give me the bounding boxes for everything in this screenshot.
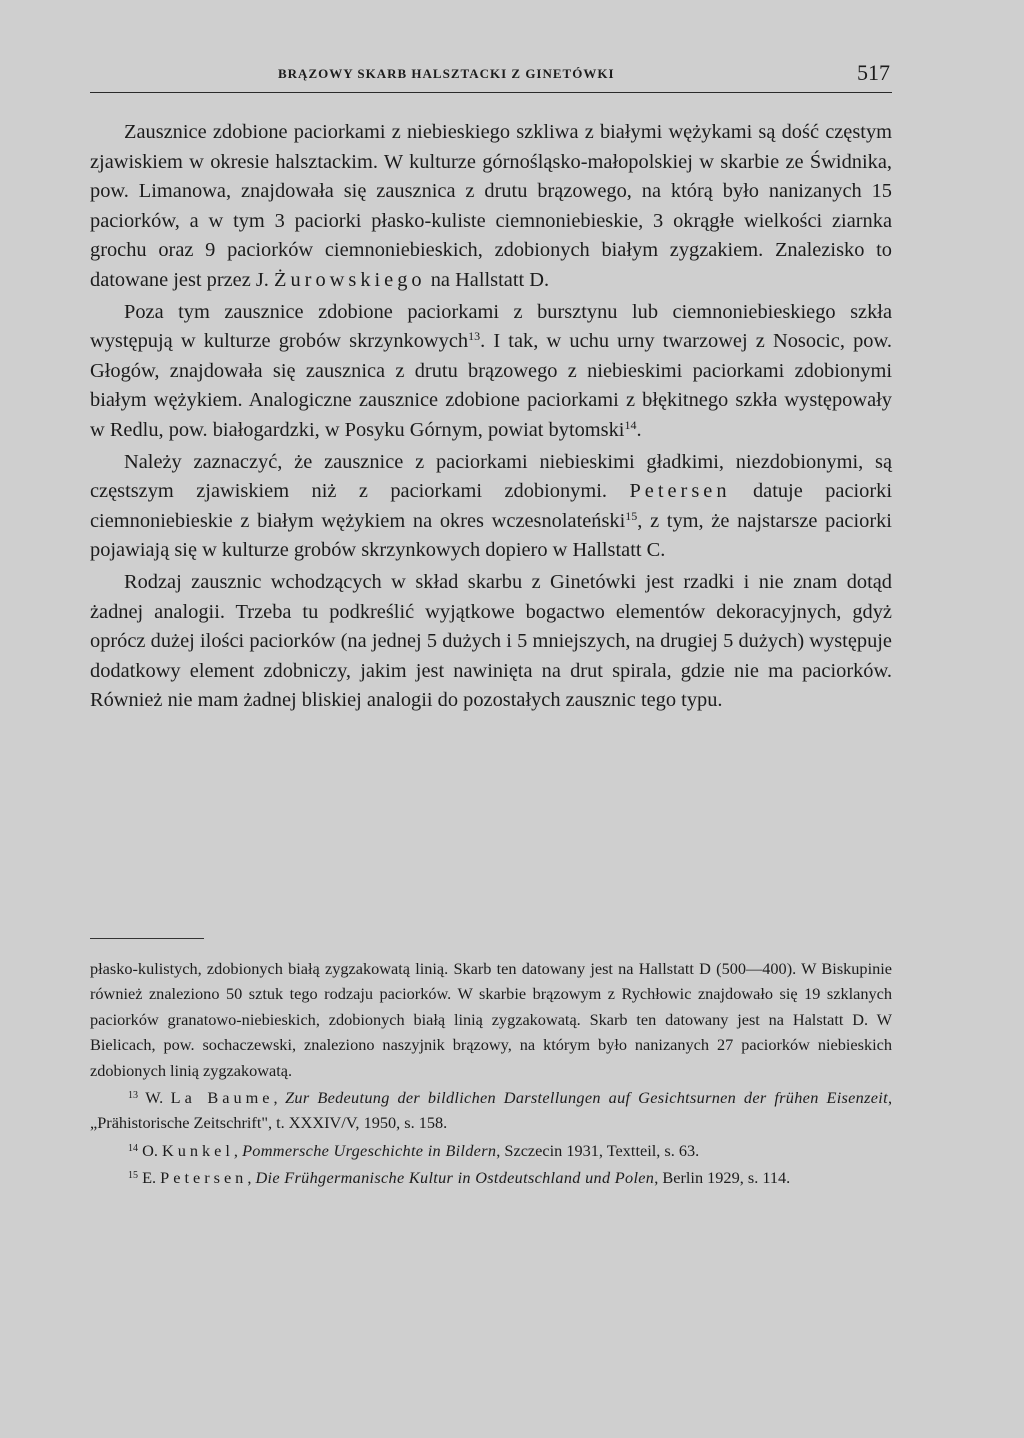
paragraph-1 (90, 118, 892, 296)
footnote-13 (90, 1085, 892, 1136)
paragraph-1-text-end: na Hallstatt D. (425, 268, 550, 291)
footnotes (90, 956, 892, 1191)
paragraph-2-text: Poza tym zausznice zdobione paciorkami z bursztynu lub ciemnoniebieskiego szkła występują w kulturze grobów skrzynkowych (90, 300, 892, 353)
author-name: Petersen (629, 480, 731, 503)
running-head: BRĄZOWY SKARB HALSZTACKI Z GINETÓWKI (278, 66, 615, 81)
footnote-sep: , (233, 1140, 243, 1160)
footnote-number: 15 (128, 1170, 138, 1182)
footnote-author: La Baume (170, 1088, 274, 1108)
footnote-rest: , Szczecin 1931, Textteil, s. 63. (496, 1140, 700, 1160)
footnote-15 (90, 1165, 892, 1190)
paragraph-2 (90, 298, 892, 446)
footnote-title: Pommersche Urgeschichte in Bildern (242, 1140, 497, 1160)
footnote-sep: , (247, 1168, 256, 1188)
paragraph-4: Rodzaj zausznic wchodzących w skład skarbu z Ginetówki jest rzadki i nie znam dotąd żadnej analogii. Trzeba tu podkreślić wyjątkowe bogactwo elementów dekoracyjnych, gdyż oprócz dużej ilości paciorków (na jednej 5 dużych i 5 mniejszych, na drugiej 5 dużych) występuje dodatkowy element zdobniczy, jakim jest nawinięta na drut spirala, gdzie nie ma paciorków. Również nie mam żadnej bliskiej analogii do pozostałych zausznic tego typu. (90, 570, 892, 712)
footnote-initial: W. (145, 1088, 171, 1108)
paragraph-2-text-mid: . I tak, w uchu urny twarzowej z Nosocic, pow. Głogów, znajdowała się zausznica z drutu brązowego z niebieskimi paciorkami zdobionymi białym wężykiem. Analogiczne zausznice zdobione paciorkami z błękitnego szkła występowały w Redlu, pow. białogardzki, w Posyku Górnym, powiat bytomski (90, 330, 892, 441)
footnote-ref: 13 (468, 329, 481, 344)
paragraph-1-text: Zausznice zdobione paciorkami z niebieskiego szkliwa z białymi wężykami są dość częstym zjawiskiem w okresie halsztackim. W kulturze górnośląsko-małopolskiej w skarbie ze Świdnika, pow. Limanowa, znajdowała się zausznica z drutu brązowego, na którą było nanizanych 15 paciorków, a w tym 3 paciorki płasko-kuliste ciemnoniebieskie, 3 okrągłe wielkości ziarnka grochu oraz 9 paciorków ciemnoniebieskich, zdobionych białym zygzakiem. Znalezisko to datowane jest przez J. (90, 121, 892, 291)
footnote-rest: , Berlin 1929, s. 114. (654, 1168, 791, 1188)
footnote-14 (90, 1138, 892, 1163)
page-number: 517 (857, 60, 890, 85)
footnote-initial: E. (142, 1168, 161, 1188)
footnote-author: Petersen (160, 1168, 248, 1188)
paragraph-3-text-mid: datuje paciorki ciemnoniebieskie z białym wężykiem na okres wczesnolateński (90, 480, 893, 532)
body-text (90, 118, 892, 716)
author-name: Żurowskiego (274, 268, 426, 291)
footnote-sep: , (273, 1088, 286, 1108)
footnote-title: Zur Bedeutung der bildlichen Darstellungen auf Gesichtsurnen der frühen Eisenzeit (285, 1088, 888, 1108)
footnote-number: 14 (128, 1142, 138, 1154)
footnote-ref: 14 (624, 417, 637, 432)
footnote-number: 13 (128, 1090, 138, 1102)
paragraph-3 (90, 448, 892, 566)
footnote-separator (90, 938, 204, 939)
footnote-continuation: płasko-kulistych, zdobionych białą zygzakowatą linią. Skarb ten datowany jest na Hallstatt D (500—400). W Biskupinie również znaleziono 50 sztuk tego rodzaju paciorków. W skarbie brązowym z Rychłowic znajdowało się 19 szklanych paciorków granatowo-niebieskich, zdobionych białą linią zygzakowatą. Skarb ten datowany jest na Halstatt D. W Bielicach, pow. sochaczewski, znaleziono naszyjnik brązowy, na którym było nanizanych 27 paciorków niebieskich zdobionych linią zygzakowatą. (90, 959, 892, 1080)
paragraph-3-text: Należy zaznaczyć, że zausznice z paciorkami niebieskimi gładkimi, niezdobionymi, są częstszym zjawiskiem niż z paciorkami zdobionymi. (90, 450, 892, 503)
footnote-ref: 15 (625, 508, 638, 523)
paragraph-3-text-end: , z tym, że najstarsze paciorki pojawiają się w kulturze grobów skrzynkowych dopiero w Hallstatt C. (90, 509, 892, 562)
footnote-title: Die Frühgermanische Kultur in Ostdeutschland und Polen (255, 1168, 655, 1188)
paragraph-2-text-end: . (636, 418, 642, 441)
footnote-initial: O. (142, 1140, 162, 1160)
page-header (90, 62, 892, 93)
footnote-author: Kunkel (161, 1140, 234, 1160)
footnote-rest: , „Prähistorische Zeitschrift", t. XXXIV/V, 1950, s. 158. (90, 1088, 893, 1133)
